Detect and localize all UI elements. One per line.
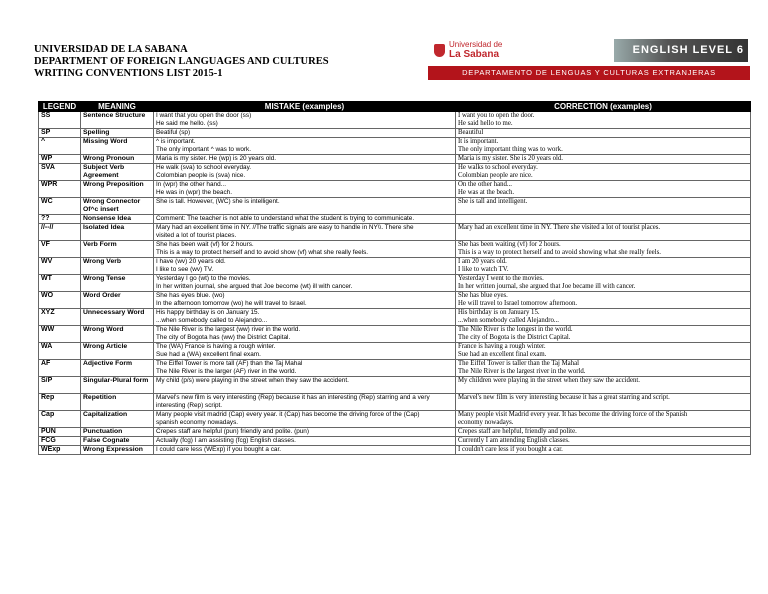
- correction-cell-line: France is having a rough winter.: [458, 343, 546, 350]
- correction-cell: [456, 112, 751, 129]
- correction-cell: [456, 437, 751, 446]
- correction-cell: [456, 377, 751, 394]
- column-header-meaning: MEANING: [81, 102, 154, 112]
- mistake-cell-line: Colombian people is (sva) nice.: [156, 172, 246, 179]
- mistake-cell: [154, 258, 456, 275]
- mistake-cell: [154, 377, 456, 394]
- department-name: DEPARTMENT OF FOREIGN LANGUAGES AND CULTURES: [34, 56, 329, 67]
- correction-cell: [456, 411, 751, 428]
- meaning-cell: [81, 377, 154, 394]
- table-row: [39, 155, 751, 164]
- correction-cell-line: ...when somebody called Alejandro...: [458, 317, 559, 324]
- mistake-cell: [154, 224, 456, 241]
- level-badge: [614, 39, 748, 62]
- legend-cell: Rep: [39, 394, 81, 411]
- correction-cell-line: Yesterday I went to the movies.: [458, 275, 544, 282]
- meaning-cell-line: Wrong Expression: [83, 446, 143, 453]
- meaning-cell-line: Wrong Article: [83, 343, 128, 350]
- table-row: [39, 428, 751, 437]
- mistake-cell-line: The Eiffel Tower is more tall (AF) than the Taj Mahal: [156, 360, 303, 367]
- meaning-cell-line: Wrong Word: [83, 326, 124, 333]
- meaning-cell-line: Subject Verb: [83, 164, 125, 171]
- mistake-cell-line: ^ is important.: [156, 138, 196, 145]
- legend-cell: ^: [39, 138, 81, 155]
- mistake-cell-line: In the afternoon tomorrow (wo) he will travel to Israel.: [156, 300, 307, 307]
- correction-cell: [456, 181, 751, 198]
- column-header-mistake: MISTAKE (examples): [154, 102, 456, 112]
- meaning-cell: [81, 309, 154, 326]
- mistake-cell: [154, 360, 456, 377]
- mistake-cell-line: Many people visit madrid (Cap) every year. it (Cap) has become the driving force of the (Cap): [156, 411, 420, 418]
- table-row: [39, 129, 751, 138]
- correction-cell: [456, 164, 751, 181]
- correction-cell-line: Sue had an excellent final exam.: [458, 351, 547, 358]
- meaning-cell: [81, 258, 154, 275]
- meaning-cell-line: Nonsense Idea: [83, 215, 131, 222]
- mistake-cell-line: The Nile River is the largest (ww) river in the world.: [156, 326, 301, 333]
- department-bar: DEPARTAMENTO DE LENGUAS Y CULTURAS EXTRANJERAS: [428, 66, 750, 80]
- mistake-cell-line: My child (p/s) were playing in the street when they saw the accident.: [156, 377, 349, 384]
- mistake-cell-line: Actually (fcg) I am assisting (fcg) English classes.: [156, 437, 296, 444]
- meaning-cell: [81, 241, 154, 258]
- mistake-cell-line: In her written journal, she argued that Joe become (wt) ill with cancer.: [156, 283, 353, 290]
- meaning-cell-line: Missing Word: [83, 138, 128, 145]
- legend-cell: WC: [39, 198, 81, 215]
- mistake-cell-line: The only important ^ was to work.: [156, 146, 251, 153]
- table-row: [39, 360, 751, 377]
- meaning-cell-line: Unnecessary Word: [83, 309, 145, 316]
- meaning-cell-line: Wrong Connector: [83, 198, 141, 205]
- legend-cell: WV: [39, 258, 81, 275]
- meaning-cell: [81, 446, 154, 455]
- mistake-cell: [154, 112, 456, 129]
- mistake-cell: [154, 181, 456, 198]
- meaning-cell: [81, 275, 154, 292]
- correction-cell-line: Crepes staff are helpful, friendly and polite.: [458, 428, 577, 435]
- correction-cell-line: The only important thing was to work.: [458, 146, 563, 153]
- table-row: [39, 112, 751, 129]
- legend-cell: XYZ: [39, 309, 81, 326]
- meaning-cell: [81, 411, 154, 428]
- meaning-cell: [81, 326, 154, 343]
- mistake-cell-line: Beatiful (sp): [156, 129, 191, 136]
- legend-cell: AF: [39, 360, 81, 377]
- mistake-cell-line: Crepes staff are helpful (pun) friendly and polite. (pun): [156, 428, 309, 435]
- meaning-cell: [81, 394, 154, 411]
- table-row: [39, 181, 751, 198]
- correction-cell-line: His birthday is on January 15.: [458, 309, 540, 316]
- meaning-cell-line: Wrong Pronoun: [83, 155, 135, 162]
- legend-cell: VF: [39, 241, 81, 258]
- legend-cell: SP: [39, 129, 81, 138]
- meaning-cell-line: Capitalization: [83, 411, 128, 418]
- table-row: [39, 394, 751, 411]
- correction-cell-line: He walks to school everyday.: [458, 164, 538, 171]
- correction-cell-line: Mary had an excellent time in NY. There she visited a lot of tourist places.: [458, 224, 661, 231]
- table-row: [39, 377, 751, 394]
- legend-cell: //--//: [39, 224, 81, 241]
- mistake-cell: [154, 215, 456, 224]
- mistake-cell: [154, 292, 456, 309]
- meaning-cell: [81, 155, 154, 164]
- mistake-cell-line: The Nile River is the larger (AF) river in the world.: [156, 368, 297, 375]
- correction-cell-line: I want you to open the door.: [458, 112, 535, 119]
- mistake-cell-line: The city of Bogota has (ww) the District Capital.: [156, 334, 291, 341]
- mistake-cell-line: visited a lot of tourist places.: [156, 232, 237, 239]
- mistake-cell: [154, 275, 456, 292]
- correction-cell-line: The city of Bogota is the District Capital.: [458, 334, 571, 341]
- mistake-cell-line: Marvel's new film is very interesting (Rep) because it has an interesting (Rep) starring and a very: [156, 394, 430, 401]
- mistake-cell-line: I could care less (WExp) if you bought a car.: [156, 446, 282, 453]
- legend-cell: WPR: [39, 181, 81, 198]
- mistake-cell: [154, 155, 456, 164]
- correction-cell-line: She has blue eyes.: [458, 292, 508, 299]
- legend-cell: S/P: [39, 377, 81, 394]
- meaning-cell-line: Singular-Plural form: [83, 377, 149, 384]
- correction-cell: [456, 138, 751, 155]
- legend-cell: WW: [39, 326, 81, 343]
- column-header-legend: LEGEND: [39, 102, 81, 112]
- mistake-cell-line: I like to see (wv) TV.: [156, 266, 214, 273]
- meaning-cell-line: Spelling: [83, 129, 110, 136]
- correction-cell-line: Currently I am attending English classes.: [458, 437, 570, 444]
- meaning-cell: [81, 138, 154, 155]
- mistake-cell-line: He walk (sva) to school everyday.: [156, 164, 252, 171]
- meaning-cell: [81, 360, 154, 377]
- meaning-cell-line: Wrong Tense: [83, 275, 126, 282]
- correction-cell: [456, 258, 751, 275]
- logo-big-text: La Sabana: [449, 48, 500, 60]
- table-row: [39, 258, 751, 275]
- correction-cell: [456, 129, 751, 138]
- university-name: UNIVERSIDAD DE LA SABANA: [34, 44, 188, 55]
- correction-cell-line: He will travel to Israel tomorrow afternoon.: [458, 300, 578, 307]
- legend-cell: Cap: [39, 411, 81, 428]
- meaning-cell-line: Word Order: [83, 292, 121, 299]
- header-banner: [428, 36, 750, 82]
- legend-cell: SVA: [39, 164, 81, 181]
- mistake-cell: [154, 411, 456, 428]
- legend-cell: ??: [39, 215, 81, 224]
- mistake-cell-line: ...when somebody called to Alejandro...: [156, 317, 268, 324]
- correction-cell-line: Maria is my sister. She is 20 years old.: [458, 155, 563, 162]
- mistake-cell-line: In (wpr) the other hand...: [156, 181, 226, 188]
- mistake-cell-line: interesting (Rep) script.: [156, 402, 223, 409]
- mistake-cell: [154, 241, 456, 258]
- correction-cell: [456, 428, 751, 437]
- meaning-cell: [81, 292, 154, 309]
- correction-cell: [456, 326, 751, 343]
- mistake-cell: [154, 129, 456, 138]
- meaning-cell: [81, 215, 154, 224]
- legend-cell: FCG: [39, 437, 81, 446]
- mistake-cell: [154, 138, 456, 155]
- table-header-row: [39, 102, 751, 112]
- mistake-cell-line: He was in (wpr) the beach.: [156, 189, 233, 196]
- correction-cell-line: Colombian people are nice.: [458, 172, 533, 179]
- table-row: [39, 215, 751, 224]
- correction-cell: [456, 360, 751, 377]
- meaning-cell: [81, 224, 154, 241]
- correction-cell: [456, 198, 751, 215]
- correction-cell-line: It is important.: [458, 138, 499, 145]
- table-row: [39, 411, 751, 428]
- legend-cell: PUN: [39, 428, 81, 437]
- meaning-cell-line: False Cognate: [83, 437, 130, 444]
- legend-cell: WT: [39, 275, 81, 292]
- mistake-cell-line: The (WA) France is having a rough winter.: [156, 343, 276, 350]
- correction-cell-line: He said hello to me.: [458, 120, 513, 127]
- correction-cell-line: In her written journal, she argued that Joe became ill with cancer.: [458, 283, 636, 290]
- mistake-cell: [154, 164, 456, 181]
- mistake-cell: [154, 309, 456, 326]
- legend-cell: WExp: [39, 446, 81, 455]
- correction-cell: [456, 309, 751, 326]
- legend-cell: WA: [39, 343, 81, 360]
- meaning-cell: [81, 428, 154, 437]
- meaning-cell: [81, 437, 154, 446]
- correction-cell-line: I like to watch TV.: [458, 266, 509, 273]
- table-row: [39, 437, 751, 446]
- mistake-cell-line: I want that you open the door (ss): [156, 112, 252, 119]
- correction-cell-line: The Eiffel Tower is taller than the Taj Mahal: [458, 360, 579, 367]
- correction-cell-line: I couldn't care less if you bought a car.: [458, 446, 563, 453]
- table-row: [39, 164, 751, 181]
- meaning-cell-line: Of^c insert: [83, 206, 119, 213]
- correction-cell: [456, 394, 751, 411]
- meaning-cell: [81, 198, 154, 215]
- document-header: [34, 44, 329, 80]
- table-row: [39, 275, 751, 292]
- correction-cell-line: She has been waiting (vf) for 2 hours.: [458, 241, 561, 248]
- correction-cell-line: She is tall and intelligent.: [458, 198, 528, 205]
- correction-cell-line: Marvel's new film is very interesting because it has a great starring and script.: [458, 394, 670, 401]
- correction-cell: [456, 215, 751, 224]
- meaning-cell-line: Isolated Idea: [83, 224, 125, 231]
- mistake-cell-line: His happy birthday is on January 15.: [156, 309, 260, 316]
- mistake-cell: [154, 198, 456, 215]
- correction-cell-line: This is a way to protect herself and to avoid showing what she really feels.: [458, 249, 661, 256]
- correction-cell-line: The Nile River is the largest river in the world.: [458, 368, 586, 375]
- correction-cell-line: On the other hand...: [458, 181, 512, 188]
- correction-cell: [456, 155, 751, 164]
- mistake-cell-line: Mary had an excellent time in NY. //The traffic signals are easy to handle in NY\\. There she: [156, 224, 414, 231]
- mistake-cell-line: spanish economy nowadays.: [156, 419, 239, 426]
- meaning-cell-line: Repetition: [83, 394, 117, 401]
- mistake-cell-line: She has eyes blue. (wo): [156, 292, 225, 299]
- correction-cell-line: The Nile River is the longest in the world.: [458, 326, 573, 333]
- mistake-cell: [154, 428, 456, 437]
- meaning-cell: [81, 181, 154, 198]
- mistake-cell: [154, 446, 456, 455]
- table-body: [39, 112, 751, 455]
- table-row: [39, 343, 751, 360]
- shield-icon: [434, 44, 445, 57]
- mistake-cell-line: This is a way to protect herself and to avoid show (vf) what she really feels.: [156, 249, 369, 256]
- mistake-cell-line: He said me hello. (ss): [156, 120, 218, 127]
- mistake-cell-line: I have (wv) 20 years old.: [156, 258, 226, 265]
- meaning-cell-line: Sentence Structure: [83, 112, 146, 119]
- legend-cell: WO: [39, 292, 81, 309]
- table-row: [39, 198, 751, 215]
- legend-cell: WP: [39, 155, 81, 164]
- mistake-cell: [154, 394, 456, 411]
- mistake-cell-line: Maria is my sister. He (wp) is 20 years old.: [156, 155, 277, 162]
- meaning-cell-line: Wrong Verb: [83, 258, 122, 265]
- conventions-table: [38, 101, 751, 455]
- correction-cell-line: My children were playing in the street when they saw the accident.: [458, 377, 640, 384]
- mistake-cell-line: Yesterday I go (wt) to the movies.: [156, 275, 251, 282]
- meaning-cell-line: Adjective Form: [83, 360, 133, 367]
- legend-cell: SS: [39, 112, 81, 129]
- correction-cell-line: He was at the beach.: [458, 189, 515, 196]
- meaning-cell: [81, 164, 154, 181]
- correction-cell-line: Beautiful: [458, 129, 484, 136]
- mistake-cell: [154, 437, 456, 446]
- correction-cell-line: Many people visit Madrid every year. It has become the driving force of the Spanish: [458, 411, 688, 418]
- meaning-cell-line: Wrong Preposition: [83, 181, 144, 188]
- correction-cell: [456, 343, 751, 360]
- correction-cell: [456, 224, 751, 241]
- correction-cell-line: economy nowadays.: [458, 419, 514, 426]
- table-row: [39, 224, 751, 241]
- correction-cell-line: I am 20 years old.: [458, 258, 507, 265]
- table-row: [39, 309, 751, 326]
- mistake-cell-line: She has been wait (vf) for 2 hours.: [156, 241, 254, 248]
- meaning-cell: [81, 112, 154, 129]
- table-row: [39, 292, 751, 309]
- meaning-cell-line: Punctuation: [83, 428, 123, 435]
- column-header-correction: CORRECTION (examples): [456, 102, 751, 112]
- university-logo: [428, 36, 526, 64]
- table-row: [39, 138, 751, 155]
- table-row: [39, 326, 751, 343]
- correction-cell: [456, 275, 751, 292]
- mistake-cell: [154, 343, 456, 360]
- meaning-cell-line: Agreement: [83, 172, 119, 179]
- correction-cell: [456, 292, 751, 309]
- document-title: WRITING CONVENTIONS LIST 2015-1: [34, 68, 223, 79]
- mistake-cell-line: She is tall. However, (WC) she is intelligent.: [156, 198, 280, 205]
- mistake-cell-line: Sue had a (WA) excellent final exam.: [156, 351, 261, 358]
- correction-cell: [456, 241, 751, 258]
- table-row: [39, 446, 751, 455]
- table-row: [39, 241, 751, 258]
- correction-cell: [456, 446, 751, 455]
- meaning-cell-line: Verb Form: [83, 241, 117, 248]
- meaning-cell: [81, 129, 154, 138]
- logo-small-text: Universidad de: [449, 39, 503, 49]
- level-label: ENGLISH LEVEL 6: [632, 44, 744, 56]
- mistake-cell: [154, 326, 456, 343]
- mistake-cell-line: Comment: The teacher is not able to understand what the student is trying to communicate.: [156, 215, 415, 222]
- meaning-cell: [81, 343, 154, 360]
